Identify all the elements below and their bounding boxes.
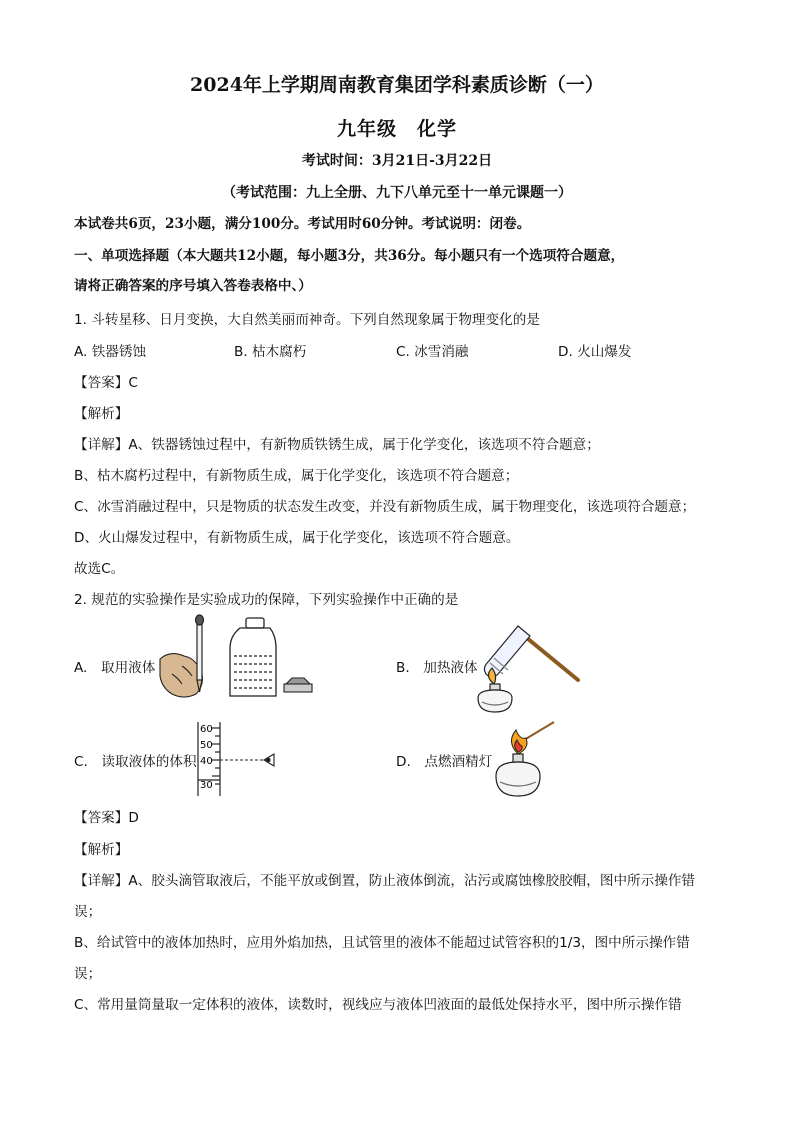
q1-option-c: C. 冰雪消融 [396, 344, 469, 360]
q2-detail-line: C、常用量筒量取一定体积的液体，读数时，视线应与液体凹液面的最低处保持水平，图中所示操作错 [74, 997, 682, 1013]
q2-option-b: B. 加热液体 [396, 660, 478, 676]
bottle-icon [230, 618, 276, 696]
exam-title: 2024年上学期周南教育集团学科素质诊断（一） [190, 74, 604, 96]
exam-scope: （考试范围：九上全册、九下八单元至十一单元课题一） [222, 185, 572, 201]
dropper-icon [196, 615, 204, 692]
q1-detail-line: D、火山爆发过程中，有新物质生成，属于化学变化，该选项不符合题意。 [74, 530, 520, 546]
dropper-figure [158, 614, 318, 704]
alcohol-lamp-icon [496, 754, 540, 796]
q1-answer: 【答案】C [74, 375, 138, 391]
q1-option-d: D. 火山爆发 [558, 344, 632, 360]
hand-icon [160, 654, 202, 697]
q1-option-a: A. 铁器锈蚀 [74, 344, 147, 360]
q2-detail-line: B、给试管中的液体加热时，应用外焰加热，且试管里的液体不能超过试管容积的1/3，图中所示操作错 [74, 935, 690, 951]
q2-detail-line: 误； [74, 904, 102, 920]
test-tube-holder-icon [522, 634, 578, 680]
q1-stem: 1. 斗转星移、日月变换，大自然美丽而神奇。下列自然现象属于物理变化的是 [74, 312, 540, 328]
tick-label: 30 [200, 780, 213, 791]
q1-detail-line: B、枯木腐朽过程中，有新物质生成，属于化学变化，该选项不符合题意； [74, 468, 519, 484]
match-icon [524, 722, 554, 740]
q2-option-d: D. 点燃酒精灯 [396, 754, 493, 770]
exam-time: 考试时间：3月21日-3月22日 [301, 153, 493, 169]
q1-analysis-label: 【解析】 [74, 406, 129, 422]
exam-info: 本试卷共6页，23小题，满分100分。考试用时60分钟。考试说明：闭卷。 [74, 216, 531, 232]
tick-label: 50 [200, 740, 213, 751]
q2-stem: 2. 规范的实验操作是实验成功的保障，下列实验操作中正确的是 [74, 592, 459, 608]
section-heading-line1: 一、单项选择题（本大题共12小题，每小题3分，共36分。每小题只有一个选项符合题意， [74, 248, 625, 264]
q1-detail-line: 【详解】A、铁器锈蚀过程中，有新物质铁锈生成，属于化学变化，该选项不符合题意； [74, 437, 600, 453]
tick-label: 40 [200, 756, 213, 767]
q1-detail-line: C、冰雪消融过程中，只是物质的状态发生改变，并没有新物质生成，属于物理变化，该选项符合题意； [74, 499, 696, 515]
q2-answer: 【答案】D [74, 810, 139, 826]
exam-subject: 九年级 化学 [336, 118, 457, 140]
eye-icon [264, 754, 274, 766]
q2-option-a: A. 取用液体 [74, 660, 156, 676]
graduated-cylinder-figure [190, 720, 290, 798]
q2-option-c: C. 读取液体的体积 [74, 754, 197, 770]
q2-detail-line: 误； [74, 966, 102, 982]
q2-detail-line: 【详解】A、胶头滴管取液后，不能平放或倒置，防止液体倒流，沾污或腐蚀橡胶胶帽，图中所示操作错 [74, 873, 696, 889]
alcohol-lamp-icon [478, 668, 512, 712]
tick-label: 60 [200, 724, 213, 735]
flame-icon [511, 730, 527, 754]
q2-analysis-label: 【解析】 [74, 842, 129, 858]
q1-conclusion: 故选C。 [74, 561, 125, 577]
heating-liquid-figure [470, 618, 590, 718]
lighting-lamp-figure [490, 716, 570, 802]
stopper-icon [284, 678, 312, 692]
section-heading-line2: 请将正确答案的序号填入答卷表格中、） [74, 278, 312, 294]
q1-option-b: B. 枯木腐朽 [234, 344, 307, 360]
